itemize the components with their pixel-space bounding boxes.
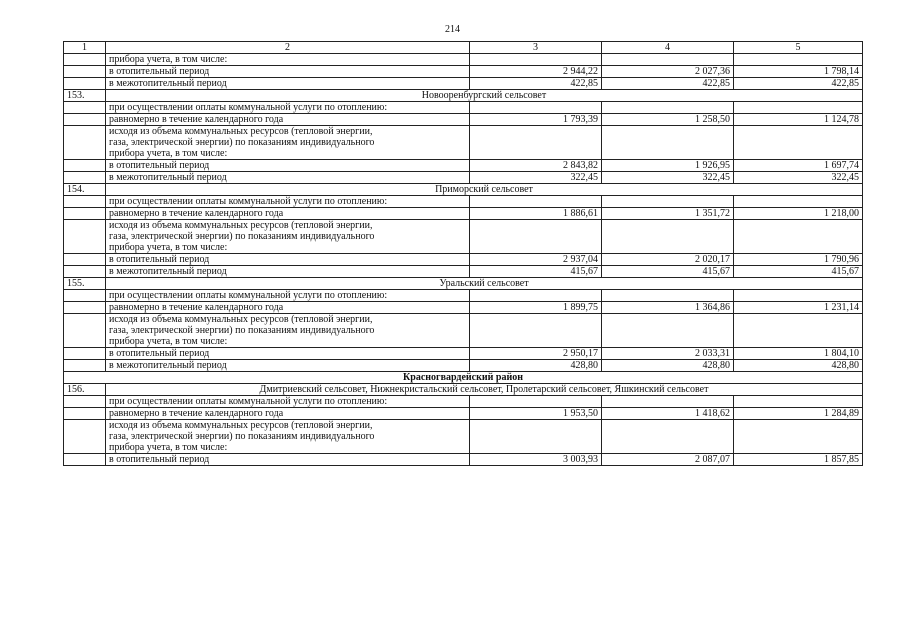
row-number <box>64 208 106 220</box>
row-number <box>64 314 106 348</box>
row-label: в отопительный период <box>106 254 470 266</box>
value-cell <box>602 54 734 66</box>
value-cell <box>602 396 734 408</box>
row-number <box>64 102 106 114</box>
value-cell <box>602 196 734 208</box>
section-row <box>64 184 863 196</box>
value-cell: 1 697,74 <box>734 160 863 172</box>
value-cell: 1 124,78 <box>734 114 863 126</box>
value-cell: 1 351,72 <box>602 208 734 220</box>
table-row-multiline <box>64 220 863 254</box>
table-row <box>64 348 863 360</box>
header-cell: 2 <box>106 42 470 54</box>
table-row-multiline <box>64 314 863 348</box>
value-cell: 422,85 <box>602 78 734 90</box>
page-number: 214 <box>445 24 460 35</box>
value-cell: 2 033,31 <box>602 348 734 360</box>
row-number <box>64 348 106 360</box>
value-cell <box>734 220 863 254</box>
table-row-multiline <box>64 126 863 160</box>
value-cell <box>734 420 863 454</box>
label-line: прибора учета, в том числе: <box>109 242 228 253</box>
table-row <box>64 66 863 78</box>
value-cell: 415,67 <box>602 266 734 278</box>
row-number <box>64 266 106 278</box>
row-label-multiline <box>106 126 470 160</box>
label-line: газа, электрической энергии) по показаниям индивидуального <box>109 325 375 336</box>
value-cell <box>602 126 734 160</box>
value-cell <box>470 420 602 454</box>
row-label: в межотопительный период <box>106 360 470 372</box>
row-label: в отопительный период <box>106 66 470 78</box>
row-label: в межотопительный период <box>106 172 470 184</box>
section-title: Уральский сельсовет <box>106 278 863 290</box>
value-cell: 1 793,39 <box>470 114 602 126</box>
header-cell: 3 <box>470 42 602 54</box>
value-cell: 2 944,22 <box>470 66 602 78</box>
row-label: при осуществлении оплаты коммунальной услуги по отоплению: <box>106 102 470 114</box>
value-cell: 322,45 <box>734 172 863 184</box>
label-line: исходя из объема коммунальных ресурсов (тепловой энергии, <box>109 314 373 325</box>
value-cell: 322,45 <box>470 172 602 184</box>
section-number: 156. <box>64 384 106 396</box>
section-number: 153. <box>64 90 106 102</box>
table-row <box>64 78 863 90</box>
row-label-multiline <box>106 314 470 348</box>
value-cell: 1 231,14 <box>734 302 863 314</box>
row-number <box>64 54 106 66</box>
row-number <box>64 290 106 302</box>
value-cell: 322,45 <box>602 172 734 184</box>
row-label: равномерно в течение календарного года <box>106 208 470 220</box>
table-row <box>64 208 863 220</box>
table-row <box>64 266 863 278</box>
row-number <box>64 302 106 314</box>
row-label: в межотопительный период <box>106 78 470 90</box>
row-number <box>64 78 106 90</box>
value-cell <box>734 126 863 160</box>
row-number <box>64 360 106 372</box>
value-cell <box>470 126 602 160</box>
row-label: в межотопительный период <box>106 266 470 278</box>
row-label: при осуществлении оплаты коммунальной услуги по отоплению: <box>106 196 470 208</box>
value-cell: 1 926,95 <box>602 160 734 172</box>
row-label-multiline <box>106 220 470 254</box>
row-number <box>64 126 106 160</box>
value-cell: 1 798,14 <box>734 66 863 78</box>
label-line: прибора учета, в том числе: <box>109 148 228 159</box>
label-line: исходя из объема коммунальных ресурсов (тепловой энергии, <box>109 220 373 231</box>
table-row <box>64 396 863 408</box>
section-title: Приморский сельсовет <box>106 184 863 196</box>
value-cell <box>602 290 734 302</box>
value-cell <box>734 396 863 408</box>
table-row <box>64 114 863 126</box>
table-row <box>64 454 863 466</box>
section-row <box>64 278 863 290</box>
header-cell: 1 <box>64 42 106 54</box>
value-cell: 3 003,93 <box>470 454 602 466</box>
value-cell: 428,80 <box>602 360 734 372</box>
value-cell: 1 418,62 <box>602 408 734 420</box>
table-row <box>64 302 863 314</box>
value-cell: 1 364,86 <box>602 302 734 314</box>
value-cell <box>734 314 863 348</box>
section-title: Дмитриевский сельсовет, Нижнекристальский сельсовет, Пролетарский сельсовет, Яшкинский сельсовет <box>106 384 863 396</box>
value-cell <box>602 102 734 114</box>
value-cell <box>470 314 602 348</box>
value-cell <box>470 220 602 254</box>
row-label: при осуществлении оплаты коммунальной услуги по отоплению: <box>106 396 470 408</box>
value-cell: 1 258,50 <box>602 114 734 126</box>
value-cell <box>602 220 734 254</box>
row-label: в отопительный период <box>106 454 470 466</box>
value-cell: 2 937,04 <box>470 254 602 266</box>
value-cell: 428,80 <box>734 360 863 372</box>
value-cell <box>602 420 734 454</box>
value-cell <box>470 290 602 302</box>
value-cell: 2 087,07 <box>602 454 734 466</box>
table-row <box>64 290 863 302</box>
row-label: в отопительный период <box>106 348 470 360</box>
value-cell <box>602 314 734 348</box>
row-number <box>64 172 106 184</box>
row-number <box>64 196 106 208</box>
row-label: прибора учета, в том числе: <box>106 54 470 66</box>
value-cell: 2 950,17 <box>470 348 602 360</box>
row-label: в отопительный период <box>106 160 470 172</box>
value-cell <box>470 196 602 208</box>
value-cell <box>734 102 863 114</box>
row-number <box>64 396 106 408</box>
value-cell: 1 953,50 <box>470 408 602 420</box>
value-cell: 415,67 <box>470 266 602 278</box>
section-row <box>64 90 863 102</box>
value-cell: 428,80 <box>470 360 602 372</box>
district-row <box>64 372 863 384</box>
value-cell: 2 020,17 <box>602 254 734 266</box>
value-cell: 422,85 <box>470 78 602 90</box>
district-title: Красногвардейский район <box>64 372 863 384</box>
label-line: прибора учета, в том числе: <box>109 442 228 453</box>
row-number <box>64 160 106 172</box>
section-number: 155. <box>64 278 106 290</box>
value-cell <box>470 396 602 408</box>
value-cell <box>470 102 602 114</box>
table-row <box>64 408 863 420</box>
row-number <box>64 454 106 466</box>
row-label: при осуществлении оплаты коммунальной услуги по отоплению: <box>106 290 470 302</box>
tariff-table <box>63 41 863 466</box>
table-row <box>64 102 863 114</box>
value-cell: 2 027,36 <box>602 66 734 78</box>
table-row-multiline <box>64 420 863 454</box>
label-line: газа, электрической энергии) по показаниям индивидуального <box>109 137 375 148</box>
table-row <box>64 160 863 172</box>
value-cell: 1 886,61 <box>470 208 602 220</box>
label-line: прибора учета, в том числе: <box>109 336 228 347</box>
row-number <box>64 66 106 78</box>
label-line: газа, электрической энергии) по показаниям индивидуального <box>109 231 375 242</box>
value-cell: 1 857,85 <box>734 454 863 466</box>
value-cell: 1 899,75 <box>470 302 602 314</box>
label-line: исходя из объема коммунальных ресурсов (тепловой энергии, <box>109 126 373 137</box>
section-title: Новооренбургский сельсовет <box>106 90 863 102</box>
value-cell <box>734 290 863 302</box>
value-cell: 422,85 <box>734 78 863 90</box>
value-cell <box>734 196 863 208</box>
section-row <box>64 384 863 396</box>
row-number <box>64 254 106 266</box>
table-row <box>64 360 863 372</box>
row-number <box>64 220 106 254</box>
row-number <box>64 420 106 454</box>
label-line: газа, электрической энергии) по показаниям индивидуального <box>109 431 375 442</box>
value-cell <box>470 54 602 66</box>
value-cell: 1 284,89 <box>734 408 863 420</box>
row-label: равномерно в течение календарного года <box>106 302 470 314</box>
value-cell: 1 790,96 <box>734 254 863 266</box>
value-cell: 1 804,10 <box>734 348 863 360</box>
table-row <box>64 254 863 266</box>
value-cell: 415,67 <box>734 266 863 278</box>
row-label: равномерно в течение календарного года <box>106 114 470 126</box>
value-cell: 2 843,82 <box>470 160 602 172</box>
section-number: 154. <box>64 184 106 196</box>
value-cell: 1 218,00 <box>734 208 863 220</box>
row-number <box>64 114 106 126</box>
value-cell <box>734 54 863 66</box>
row-label-multiline <box>106 420 470 454</box>
header-cell: 5 <box>734 42 863 54</box>
header-row <box>64 42 863 54</box>
table-row <box>64 172 863 184</box>
table-row <box>64 196 863 208</box>
row-number <box>64 408 106 420</box>
header-cell: 4 <box>602 42 734 54</box>
table-row <box>64 54 863 66</box>
row-label: равномерно в течение календарного года <box>106 408 470 420</box>
label-line: исходя из объема коммунальных ресурсов (тепловой энергии, <box>109 420 373 431</box>
